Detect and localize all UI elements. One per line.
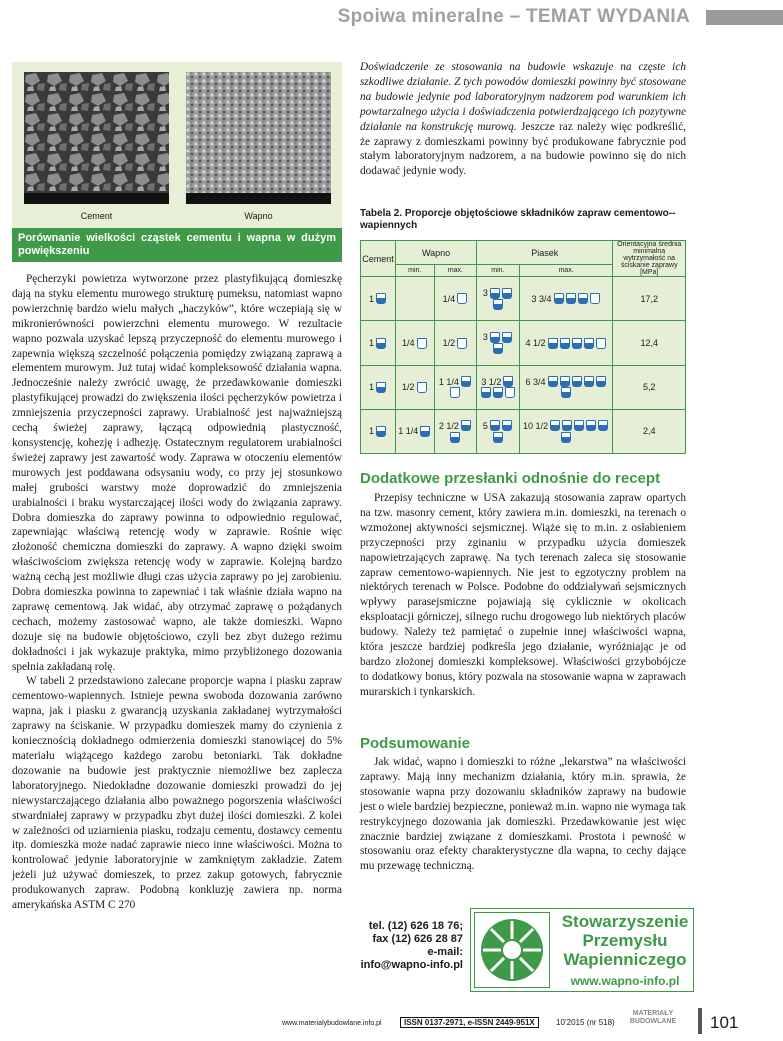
lime-max-value: 2 1/2 — [438, 420, 459, 431]
page-number: 101 — [710, 1013, 739, 1032]
lime-min-value: 1/2 — [402, 382, 415, 393]
cement-value: 1 — [368, 338, 374, 349]
cement-value: 1 — [368, 426, 374, 437]
sand-min-value: 3 1/2 — [481, 376, 502, 387]
bucket-icon — [502, 332, 512, 343]
table-row — [361, 321, 686, 365]
strength-value: 17,2 — [613, 277, 686, 321]
cement-micrograph — [24, 72, 169, 204]
bucket-icon — [590, 293, 600, 304]
paragraph: Przepisy techniczne w USA zakazują stosowania zapraw opartych na tzw. masonry cement, który zawiera m.in. domieszki, na terenach o wzmożonej aktywności sejsmicznej. Wiąże się to m.in. z osłabieniem przyczepności przy zginaniu w przypadku użycia domieszek napowietrzających zaprawę. Na tych terenach zaleca się stosowanie zapraw cementowo-wapiennych. Nie jest to egzotyczny problem na niektórych terenach w Polsce. Podobne do oddziaływań sejsmicznych wpływy parasejsmiczne pojawiają się cyklicznie w okolicach eksploatacji górniczej, silnego ruchu drogowego lub niektórych placów budowy. Należy też pamiętać o zupełnie innej właściwości wapna, która jeszcze bardziej podkreśla jego działanie, wyróżniając je od bardzo złożonej domieszki kompleksowej. Właściwości grzybobójcze to dodatkowy bonus, który pozwala na stosowanie wapna w zaprawach murarskich i tynkarskich. — [360, 492, 686, 698]
sand-max-value: 4 1/2 — [525, 338, 546, 349]
paragraph: Jak widać, wapno i domieszki to różne „lekarstwa” na właściwości zaprawy. Mają inny mechanizm działania, który m.in. sprawia, że stosowanie wapna przy dozowaniu składników zaprawy na budowie jest o wiele bardziej bezpieczne, ponieważ m.in. wapno nie wymaga tak restrykcyjnego dozowania jak domieszki. Przedawkowanie jest więc znacznie bardziej związane z domieszkami. Prostota i pewność w stosowaniu oraz efekty charakterystyczne dla wapna, to cechy dające mu przewagę techniczną. — [360, 756, 686, 873]
col-header-sand: Piasek — [477, 241, 613, 265]
paragraph: Jeszcze raz należy więc podkreślić, że zaprawy z domieszkami powinny być produkowane fabrycznie pod stałym laboratoryjnym nadzorem, a na budowie powinno się do nich dodawać jedynie wody. — [360, 120, 687, 178]
bucket-icon — [493, 432, 503, 443]
table-row — [361, 277, 686, 321]
col-header-strength: Orientacyjna średnia minimalna wytrzymałość na ściskanie zaprawy [MPa] — [613, 241, 686, 277]
paragraph: W tabeli 2 przedstawiono zalecane proporcje wapna i piasku zapraw cementowo-wapiennych. Istnieje pewna swoboda dozowania zarówno wapna, jak i piasku z gwarancją uzyskania zakładanej wytrzymałości zaprawy na ściskanie. W przypadku domieszek mamy do czynienia z koniecznością dokładnego odmierzenia domieszki stanowiącej do 5% materiału wiążącego każdego zarobu betoniarki. Tak dokładne dozowanie na budowie jest praktycznie niemożliwe bez zaplecza laboratoryjnego. Niedokładne dozowanie domieszki prowadzi do jej niewystarczającego działania albo poważnego pogorszenia właściwości stwardniałej zaprawy w przypadku zbyt dużej ilości domieszki. Z kolei w zależności od uziarnienia piasku, rodzaju cementu, dostawcy cementu itp. domieszka może nadać zaprawie nieco inne właściwości. Można to kontrolować jedynie laboratoryjnie w zamkniętym zakładzie. Zatem jeżeli już używać domieszek, to przez zakup gotowych, fabrycznie produkowanych zapraw. Podobną konkluzję zawiera np. norma amerykańska ASTM C 270 — [12, 675, 342, 912]
bucket-icon — [502, 420, 512, 431]
figure-box — [12, 62, 342, 228]
lime-max-value: 1/2 — [442, 338, 456, 349]
bucket-icon — [376, 338, 386, 349]
bucket-icon — [554, 293, 564, 304]
strength-value: 12,4 — [613, 321, 686, 365]
email-label: e-mail: — [427, 946, 463, 958]
contact-block — [343, 920, 463, 972]
bucket-icon — [578, 293, 588, 304]
cement-value: 1 — [368, 293, 374, 304]
lime-association-logo-icon — [474, 912, 550, 988]
left-column — [12, 272, 342, 913]
footer-issn: ISSN 0137-2971, e-ISSN 2449-951X — [400, 1017, 539, 1028]
phone: tel. (12) 626 18 76; — [368, 920, 463, 932]
bucket-icon — [574, 420, 584, 431]
sand-max-value: 10 1/2 — [523, 420, 549, 431]
sand-min-value: 5 — [482, 420, 488, 431]
email-link[interactable]: info@wapno-info.pl — [360, 959, 463, 971]
lime-label: Wapno — [244, 211, 273, 221]
cement-value: 1 — [368, 382, 374, 393]
lime-min-value: 1 1/4 — [398, 426, 419, 437]
bucket-icon — [572, 376, 582, 387]
bucket-icon — [450, 387, 460, 398]
lime-min-value: 1/4 — [402, 338, 415, 349]
section-body — [360, 491, 686, 700]
running-header: Spoiwa mineralne – TEMAT WYDANIA — [337, 6, 690, 27]
bucket-icon — [598, 420, 608, 431]
strength-value: 2,4 — [613, 409, 686, 453]
right-column-intro — [360, 60, 686, 179]
sand-min-value: 3 — [482, 332, 488, 343]
bucket-icon — [481, 387, 491, 398]
col-header-min: min. — [477, 265, 520, 277]
bucket-icon — [596, 376, 606, 387]
bucket-icon — [493, 299, 503, 310]
table-row — [361, 365, 686, 409]
paragraph: Pęcherzyki powietrza wytworzone przez plastyfikującą domieszkę dają na styku elementu murowego strukturę pumeksu, natomiast wapno powierzchnię bardzo wielu małych „haczyków”, które wczepiają się w mikronierówności powierzchni elementu murowego. W rezultacie wapno pozwala uzyskać lepszą przyczepność do elementu murowego i zapewnia większą szczelność połączenia pomiędzy związaną zaprawą a elementem murowym. Już tutaj widać kompleksowość działania wapna. Jednocześnie należy zwrócić uwagę, że przedawkowanie domieszki plastyfikującej prowadzi do zwiększenia ilości pęcherzyków powietrza i zmniejszenia przyczepności zaprawy. Urabialność jest najważniejszą cechą świeżej zaprawy, łączącą odpowiednią plastyczność, konsystencję, kohezję i adhezję. Ostatecznym regulatorem urabialności świeżej zaprawy jest zawartość wody. Zaprawa w otoczeniu elementów murowych jest poddawana odsysaniu wody, co przy jej stosunkowo małej grubości warstwy może doprowadzić do zmniejszenia urabialności i braku wystarczającej ilości wody do związania zaprawy. Dobra domieszka do zaprawy powinna to odpowiednio regulować, zapewniając właściwą retencję wody w zaprawie. Rośnie więc złożoność chemiczna domieszki do zaprawy. A wapno dzięki swoim właściwościom zwiększa retencję wody w zaprawie. Kolejną bardzo ważną cechą jest możliwie długi czas użycia zaprawy po jej zarobieniu. Dobra domieszka powinna to zapewniać i tak właśnie działa wapno na zaprawę cementową. Jak widać, aby otrzymać zaprawę o pożądanych cechach, możemy zastosować wapno, ale także domieszki. Wapno dozuje się na budowie objętościowo, czyli bez zbyt dużego reżimu dokładności i jak wykazuje praktyka, mimo przybliżonego dozowania spełnia zakładaną rolę. — [12, 273, 342, 673]
bucket-icon — [596, 338, 606, 349]
col-header-cement: Cement — [361, 241, 396, 277]
organisation-url[interactable]: www.wapno-info.pl — [570, 974, 680, 988]
bucket-icon — [450, 432, 460, 443]
footer-issue: 10’2015 (nr 518) — [556, 1018, 615, 1027]
strength-value: 5,2 — [613, 365, 686, 409]
bucket-icon — [417, 338, 427, 349]
sand-min-value: 3 — [482, 288, 488, 299]
bucket-icon — [376, 382, 386, 393]
col-header-max: max. — [519, 265, 613, 277]
section-heading: Dodatkowe przesłanki odnośnie do recept — [360, 470, 661, 487]
col-header-lime: Wapno — [395, 241, 476, 265]
footer-url[interactable]: www.materialybudowlane.info.pl — [282, 1020, 382, 1027]
section-heading: Podsumowanie — [360, 735, 471, 752]
bucket-icon — [548, 338, 558, 349]
bucket-icon — [560, 376, 570, 387]
bucket-icon — [493, 343, 503, 354]
bucket-icon — [420, 426, 430, 437]
figure-caption: Porównanie wielkości cząstek cementu i wapna w dużym powiększeniu — [12, 228, 342, 262]
bucket-icon — [502, 288, 512, 299]
bucket-icon — [572, 338, 582, 349]
bucket-icon — [376, 293, 386, 304]
bucket-icon — [493, 387, 503, 398]
bucket-icon — [490, 420, 500, 431]
fax: fax (12) 626 28 87 — [372, 933, 463, 945]
lime-max-value: 1 1/4 — [438, 376, 459, 387]
bucket-icon — [561, 432, 571, 443]
header-bar — [706, 10, 783, 25]
bucket-icon — [461, 420, 471, 431]
bucket-icon — [490, 332, 500, 343]
proportions-table — [360, 240, 686, 454]
bucket-icon — [490, 288, 500, 299]
bucket-icon — [461, 376, 471, 387]
bucket-icon — [566, 293, 576, 304]
bucket-icon — [503, 376, 513, 387]
bucket-icon — [586, 420, 596, 431]
cement-label: Cement — [80, 211, 113, 221]
bucket-icon — [550, 420, 560, 431]
section-body — [360, 755, 686, 874]
bucket-icon — [584, 376, 594, 387]
col-header-min: min. — [395, 265, 434, 277]
bucket-icon — [561, 387, 571, 398]
col-header-max: max. — [434, 265, 477, 277]
table-row — [361, 409, 686, 453]
bucket-icon — [505, 387, 515, 398]
bucket-icon — [560, 338, 570, 349]
bucket-icon — [457, 293, 467, 304]
bucket-icon — [562, 420, 572, 431]
table-title: Tabela 2. Proporcje objętościowe składników zapraw cementowo--wapiennych — [360, 208, 676, 231]
lime-micrograph — [186, 72, 331, 204]
bucket-icon — [457, 338, 467, 349]
sand-max-value: 6 3/4 — [525, 376, 546, 387]
footer-bar — [698, 1008, 702, 1034]
organisation-name: Stowarzyszenie Przemysłu Wapienniczego — [561, 912, 689, 969]
magazine-logo: MATERIAŁY BUDOWLANE — [629, 1010, 677, 1025]
sand-max-value: 3 3/4 — [531, 293, 552, 304]
bucket-icon — [584, 338, 594, 349]
italic-quote: Doświadczenie ze stosowania na budowie wskazuje na częste ich szkodliwe działanie. Z tych powodów domieszki powinny być stosowane na budowie jedynie pod laboratoryjnym nadzorem pod warunkiem ich powtarzalnego użycia i doświadczenia potwierdzającego ich pozytywne działanie na konstrukcję murową. — [360, 61, 686, 133]
bucket-icon — [417, 382, 427, 393]
bucket-icon — [548, 376, 558, 387]
lime-max-value: 1/4 — [442, 293, 456, 304]
bucket-icon — [376, 426, 386, 437]
